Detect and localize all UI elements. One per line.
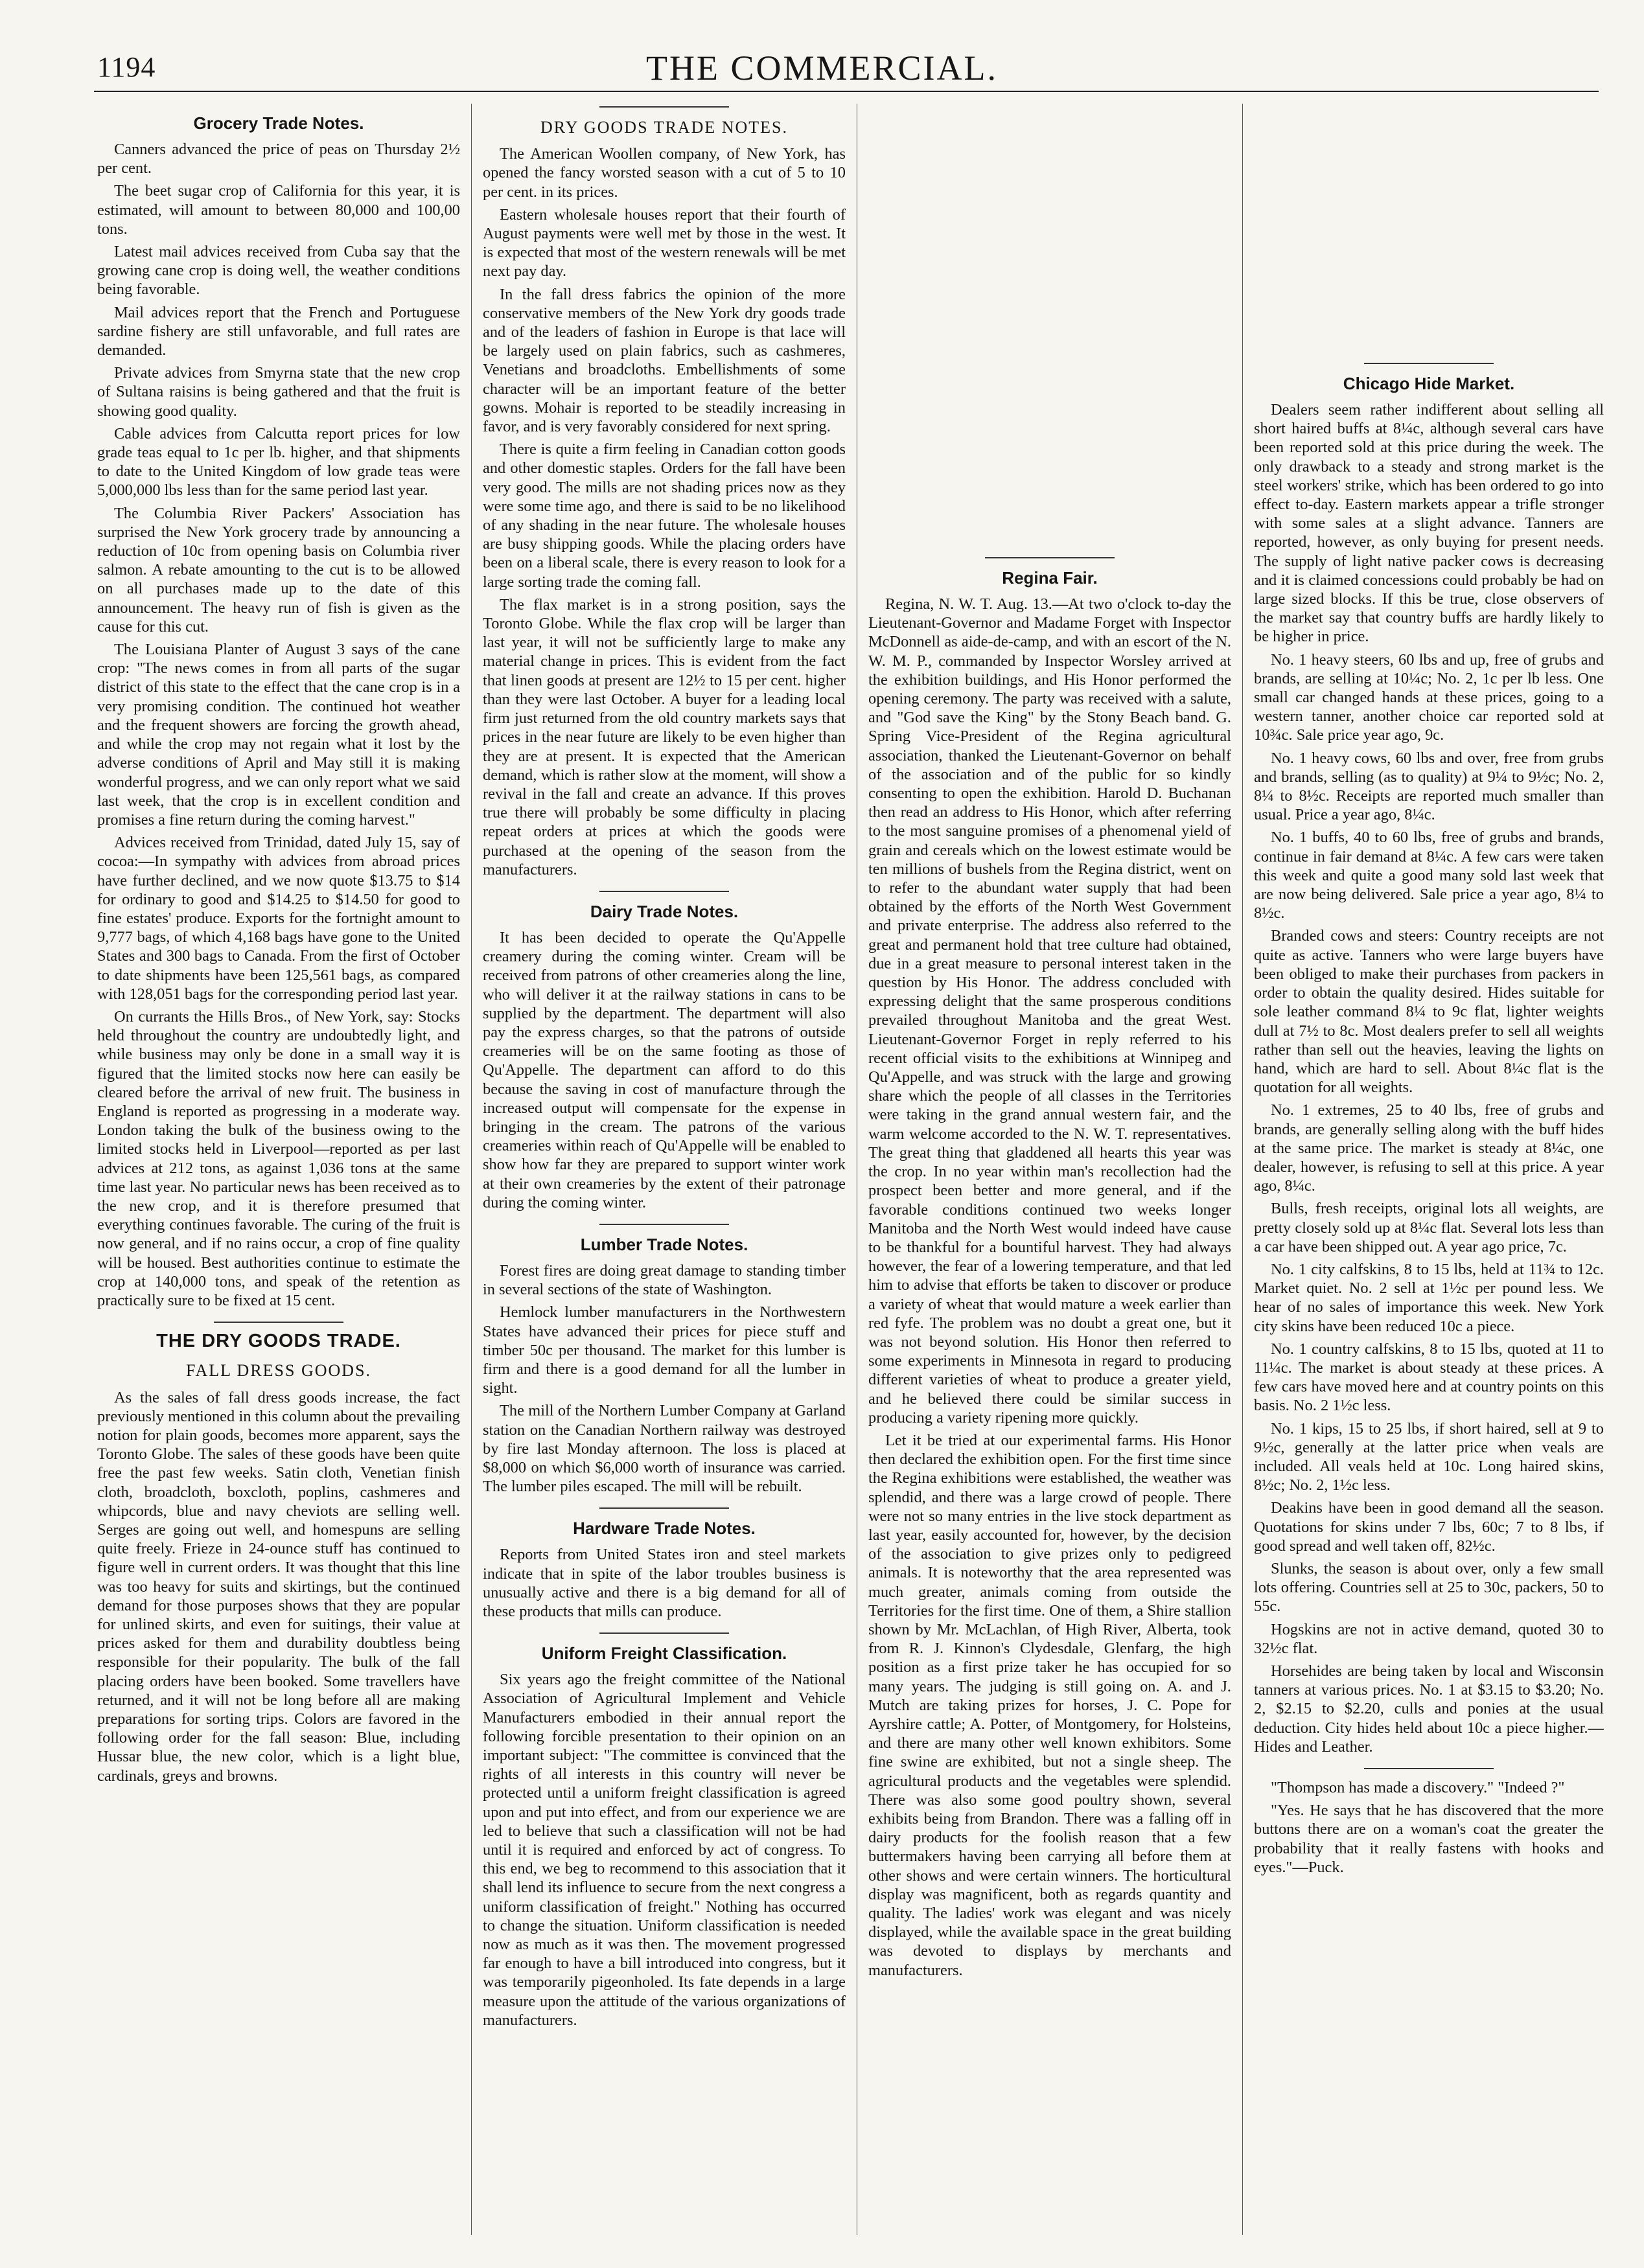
grocery-paragraph: Mail advices report that the French and Portuguese sardine fishery are still unfavorable, and full rates are demanded. — [97, 303, 460, 360]
hide-market-heading: Chicago Hide Market. — [1343, 374, 1515, 393]
hide-paragraph: Dealers seem rather indifferent about selling all short haired buffs at 8¼c, although several cars have been reported sold at this price during the week. The only drawback to a steady and strong market is the steel workers' strike, which has been ordered to go into effect to-day. Eastern markets appear a trifle stronger with some sales at a slight advance. Tanners are reported, however, as only buying for present needs. The supply of light native packer cows is decreasing and it is claimed concessions could probably be had on large sized blocks. If this be true, close observers of the market say that country buffs are hardly likely to be higher in price. — [1254, 401, 1604, 646]
dry-goods-notes-heading: DRY GOODS TRADE NOTES. — [540, 118, 789, 137]
dry-goods-notes-paragraph: The American Woollen company, of New York, has opened the fancy worsted season with a cut of 5 to 10 per cent. in its prices. — [483, 145, 846, 201]
grocery-paragraph: Latest mail advices received from Cuba say that the growing cane crop is doing well, the weather conditions being favorable. — [97, 243, 460, 299]
column-3 — [868, 104, 1231, 2235]
lumber-paragraph: Hemlock lumber manufacturers in the Northwestern States have advanced their prices for piece stuff and timber 50c per thousand. The market for this lumber is firm and there is a good demand for all the lumber in sight. — [483, 1303, 846, 1397]
hide-paragraph: Branded cows and steers: Country receipts are not quite as active. Tanners who were large buyers have been obliged to make their purchases from packers in order to obtain the quality desired. Hides suitable for sole leather command 8¼ to 9c flat, lighter weights dull at 7½ to 8c. Most dealers prefer to sell all weights rather than sell out the heavies, leaving the lights on hand, which are hard to sell. About 8¼c flat is the quotation for all weights. — [1254, 927, 1604, 1097]
section-separator — [1364, 1768, 1494, 1769]
hide-paragraph: No. 1 country calfskins, 8 to 15 lbs, quoted at 11 to 11¼c. The market is about steady at these prices. A few cars have moved here and at country points on this basis. No. 2 1½c less. — [1254, 1340, 1604, 1415]
freight-heading: Uniform Freight Classification. — [541, 1644, 787, 1664]
section-separator — [1364, 363, 1494, 364]
section-separator — [599, 1224, 729, 1225]
section-separator — [599, 1632, 729, 1634]
dry-goods-paragraph: As the sales of fall dress goods increase, the fact previously mentioned in this column about the prevailing notion for plain goods, becomes more apparent, says the Toronto Globe. The sales of these goods have been quite free the past few weeks. Satin cloth, Venetian finish cloth, broadcloth, boxcloth, poplins, cashmeres and whipcords, blue and navy cheviots are selling well. Serges are going out well, and homespuns are selling quite freely. Frieze in 24-ounce stuff has continued to figure well in current orders. It was thought that this line was too heavy for suits and skirtings, but the continued demand for those purposes shows that they are popular for unlined skirts, and even for suitings, their value at prices asked for them and durability doubtless being responsible for their popularity. The bulk of the fall placing orders have been booked. Some travellers have returned, and it will not be long before all are making preparations for sorting trips. Colors are favored in the following order for the fall season: Blue, including Hussar blue, the new color, which is a light blue, cardinals, greys and browns. — [97, 1388, 460, 1785]
section-separator — [985, 557, 1115, 558]
hardware-paragraph: Reports from United States iron and steel markets indicate that in spite of the labor troubles business is unusually active and there is a big demand for all of these products that mills can produce. — [483, 1546, 846, 1621]
dry-goods-notes-paragraph: In the fall dress fabrics the opinion of the more conservative members of the New York dry goods trade and of the leaders of fashion in Europe is that lace will be largely used on plain fabrics, such as cashmeres, Venetians and broadcloths. Embellishments of some character will be an important feature of the better gowns. Mohair is reported to be steadily increasing in favor, and is very favorably considered for next spring. — [483, 285, 846, 436]
column-rule — [1242, 104, 1243, 2235]
column-1 — [97, 104, 460, 2235]
grocery-paragraph: Canners advanced the price of peas on Thursday 2½ per cent. — [97, 141, 460, 178]
column-rule — [471, 104, 472, 2235]
grocery-paragraph: The beet sugar crop of California for this year, it is estimated, will amount to between 80,000 and 100,00 tons. — [97, 182, 460, 238]
hide-paragraph: No. 1 heavy cows, 60 lbs and over, free from grubs and brands, selling (as to quality) at 9¼ to 9½c; No. 2, 8¼ to 8½c. Receipts are reported much smaller than usual. Price a year ago, 8¼c. — [1254, 749, 1604, 824]
hide-paragraph: Deakins have been in good demand all the season. Quotations for skins under 7 lbs, 60c; 7 to 8 lbs, if good spread and well taken off, 82½c. — [1254, 1499, 1604, 1555]
grocery-heading: Grocery Trade Notes. — [193, 113, 364, 133]
grocery-paragraph: Advices received from Trinidad, dated July 15, say of cocoa:—In sympathy with advices from abroad prices have further declined, and we now quote $13.75 to $14 for ordinary to good and $14.25 to $14.50 for good to fine estates' produce. Exports for the fortnight amount to 9,777 bags, of which 4,168 bags have gone to the United States and 300 bags to Canada. From the first of October to date shipments have been 125,561 bags, as compared with 128,051 bags for the corresponding period last year. — [97, 834, 460, 1003]
fall-dress-goods-subheading: FALL DRESS GOODS. — [185, 1361, 372, 1380]
grocery-paragraph: The Columbia River Packers' Association has surprised the New York grocery trade by announcing a reduction of 10c from opening basis on Columbia river salmon. A rebate amounting to the cut is to be allowed on all purchases made up to the date of this announcement. The heavy run of fish is given as the cause for this cut. — [97, 504, 460, 636]
section-separator — [599, 1507, 729, 1509]
lumber-paragraph: The mill of the Northern Lumber Company at Garland station on the Canadian Northern railway was destroyed by fire last Monday afternoon. The loss is placed at $8,000 on which $6,000 worth of insurance was carried. The lumber piles escaped. The mill will be rebuilt. — [483, 1402, 846, 1496]
freight-paragraph: Six years ago the freight committee of the National Association of Agricultural Implement and Vehicle Manufacturers embodied in their annual report the following forcible presentation to their opinion on an important subject: "The committee is convinced that the rights of all interests in this country will never be protected until a uniform freight classification is agreed upon and put into effect, and from our experience we are led to believe that such a classification will not be had until it is required and enforced by act of congress. To this end, we beg to recommend to this association that it shall lend its influence to secure from the next congress a uniform classification of freight." Nothing has occurred to change the situation. Uniform classification is needed now as much as it was then. The movement progressed far enough to have a bill introduced into congress, but it was temporarily pigeonholed. Its fate depends in a large measure upon the attitude of the various organizations of manufacturers. — [483, 1671, 846, 2029]
regina-paragraph: Let it be tried at our experimental farms. His Honor then declared the exhibition open. For the first time since the Regina exhibitions were established, the weather was splendid, and there was a large crowd of people. There were not so many entries in the live stock department as last year, easily accounted for, however, by the decision of the association to give prizes only to pedigreed animals. It is noteworthy that the area represented was much greater, animals coming from outside the Territories for the first time. One of them, a Shire stallion shown by Mr. McLachlan, of High River, Alberta, took from R. J. Kinnon's Clydesdale, Glenfarg, the high position as a first prize taker he has occupied for so many years. The judging is still going on. A. and J. Mutch are taking prizes for horses, J. C. Pope for Ayrshire cattle; A. Potter, of Montgomery, for Holsteins, and there are many other well known exhibitors. Some fine swine are exhibited, but not a single sheep. The agricultural products and the vegetables were splendid. There was also some good poultry shown, several exhibits being from Brandon. There was a falling off in dairy products for the foolish reason that a few buttermakers having been carrying all before them at other shows and were certain winners. The horticultural display was magnificent, both as regards quantity and quality. The ladies' work was elegant and was nicely displayed, while the available space in the great building was devoted to displays by merchants and manufacturers. — [868, 1431, 1231, 1979]
regina-paragraph: Regina, N. W. T. Aug. 13.—At two o'clock to-day the Lieutenant-Governor and Madame Forget with Inspector McDonnell as aide-de-camp, and with an escort of the N. W. M. P., commanded by Inspector Worsley arrived at the exhibition buildings, and His Honor performed the opening ceremony. The party was received with a salute, and "God save the King" by the Stony Beach band. G. Spring Vice-President of the Regina agricultural association, thanked the Lieutenant-Governor on behalf of the association and of the public for so kindly consenting to open the exhibition. Harold D. Buchanan then read an address to His Honor, which after referring to the most sanguine promises of a phenomenal yield of grain and cereals which on the lowest estimate would be ten millions of bushels from the Regina district, went on to refer to the abundant water supply that had been obtained by the efforts of the North West Government and private enterprise. The address also referred to the great and permanent hold that tree culture had obtained, due in a great measure to personal interest taken in the question by His Honor. The address concluded with expressing delight that the same prosperous conditions prevailed throughout Manitoba and the great West. Lieutenant-Governor Forget in reply referred to his recent official visits to the exhibitions at Winnipeg and Qu'Appelle, and was struck with the large and growing share which the people of all classes in the Territories were taking in the grand annual western fair, and the warm welcome accorded to the N. W. T. representatives. The great thing that gladdened all hearts this year was the crop. In no year within man's recollection had the prospect been better and more general, and if the favorable conditions continued two weeks longer Manitoba and the North West would indeed have cause to be thankful for a bountiful harvest. They had always however, the fear of a lowering temperature, and that led him to advise that efforts be taken to discover or produce a variety of wheat that would mature a week earlier than red fyfe. The problem was no doubt a great one, but it was not beyond solution. His Honor then referred to some experiments in Minnesota in regard to producing different varieties of wheat to produce a greater yield, and he believed there could be similar success in producing a variety ripening more quickly. — [868, 595, 1231, 1426]
grocery-paragraph: Private advices from Smyrna state that the new crop of Sultana raisins is being gathered and that the fruit is showing good quality. — [97, 364, 460, 420]
hardware-heading: Hardware Trade Notes. — [573, 1518, 756, 1539]
hide-paragraph: Slunks, the season is about over, only a few small lots offering. Countries sell at 25 to 30c, packers, 50 to 55c. — [1254, 1559, 1604, 1616]
regina-heading: Regina Fair. — [1002, 568, 1098, 588]
header-rule — [94, 91, 1599, 92]
section-separator — [214, 1322, 343, 1323]
dry-goods-notes-paragraph: Eastern wholesale houses report that their fourth of August payments were well met by those in the west. It is expected that most of the western renewals will be met next pay day. — [483, 205, 846, 281]
joke-paragraph: "Thompson has made a discovery." "Indeed ?" — [1271, 1779, 1565, 1797]
masthead-title: THE COMMERCIAL. — [646, 49, 998, 87]
hide-paragraph: No. 1 extremes, 25 to 40 lbs, free of grubs and brands, are generally selling along with the buff hides at the same price. The market is steady at 8¼c, one dealer, however, is refusing to sell at this price. A year ago, 8¼c. — [1254, 1101, 1604, 1195]
grocery-paragraph: The Louisiana Planter of August 3 says of the cane crop: "The news comes in from all parts of the sugar district of this state to the effect that the cane crop is in a very promising condition. The continued hot weather and the frequent showers are forcing the growth ahead, and while the crop may not regain what it lost by the adverse conditions of April and May still it is making wonderful progress, and we can only report what we said last week, that the crop is in excellent condition and promises a fine return during the coming harvest." — [97, 641, 460, 829]
dry-goods-trade-heading: THE DRY GOODS TRADE. — [156, 1331, 401, 1352]
hide-paragraph: No. 1 kips, 15 to 25 lbs, if short haired, sell at 9 to 9½c, generally at the latter price when veals are included. All veals held at 10c. Long haired skins, 8½c; No. 2, 1½c less. — [1254, 1419, 1604, 1495]
lumber-paragraph: Forest fires are doing great damage to standing timber in several sections of the state of Washington. — [483, 1261, 846, 1299]
lumber-heading: Lumber Trade Notes. — [580, 1234, 748, 1254]
hide-paragraph: No. 1 buffs, 40 to 60 lbs, free of grubs and brands, continue in fair demand at 8¼c. A few cars were taken this week and quite a good many sold last week that are now being delivered. Sale price a year ago, 8¼ to 8½c. — [1254, 829, 1604, 922]
hide-paragraph: Horsehides are being taken by local and Wisconsin tanners at various prices. No. 1 at $3.15 to $3.20; No. 2, $2.15 to $2.20, culls and ponies at the usual deduction. City hides held about 10c a piece higher.—Hides and Leather. — [1254, 1662, 1604, 1756]
column-2 — [483, 104, 846, 2235]
hide-paragraph: No. 1 heavy steers, 60 lbs and up, free of grubs and brands, are selling at 10¼c; No. 2, 1c per lb less. One small car changed hands at these prices, going to a western tanner, another choice car reported sold at 10¾c. Sale price year ago, 9c. — [1254, 650, 1604, 744]
joke-paragraph: "Yes. He says that he has discovered that the more buttons there are on a woman's coat the greater the probability that it really fastens with hooks and eyes."—Puck. — [1254, 1802, 1604, 1876]
hide-paragraph: No. 1 city calfskins, 8 to 15 lbs, held at 11¾ to 12c. Market quiet. No. 2 sell at 1½c per pound less. We hear of no sales of importance this week. New York city skins have been reduced 10c a piece. — [1254, 1260, 1604, 1335]
dairy-paragraph: It has been decided to operate the Qu'Appelle creamery during the coming winter. Cream will be received from patrons of other creameries along the line, who will deliver it at the railway stations in cans to be supplied by the department. The department will also pay the express charges, so that the patrons of outside creameries will be on the same footing as those of Qu'Appelle. The department can afford to do this because the saving in cost of manufacture through the increased output will compensate for the expense in bringing in the cream. The patrons of the various creameries within reach of Qu'Appelle will be enabled to show how far they are prepared to support winter work at their own creameries by the extent of their patronage during the coming winter. — [483, 928, 846, 1211]
column-4 — [1254, 104, 1604, 2235]
page-number: 1194 — [97, 51, 156, 83]
hide-paragraph: Bulls, fresh receipts, original lots all weights, are pretty closely sold up at 8¼c flat. Several lots less than a car have been shipped out. A year ago price, 7c. — [1254, 1200, 1604, 1255]
dry-goods-notes-paragraph: There is quite a firm feeling in Canadian cotton goods and other domestic staples. Orders for the fall have been very good. The mills are not shading prices now as they were some time ago, and there is said to be no likelihood of any shading in the near future. The wholesale houses are busy shipping goods. While the placing orders have been on a liberal scale, there is every reason to look for a large sorting trade the coming fall. — [483, 441, 846, 591]
grocery-paragraph: Cable advices from Calcutta report prices for low grade teas equal to 1c per lb. higher, and that shipments to date to the United Kingdom of low grade teas were 5,000,000 lbs less than for the same period last year. — [97, 424, 460, 499]
dairy-heading: Dairy Trade Notes. — [590, 901, 739, 921]
grocery-paragraph: On currants the Hills Bros., of New York, say: Stocks held throughout the country are undoubtedly light, and while business may only be done in a small way it is figured that the limited stocks now here can easily be cleared before the arrival of new fruit. The business in England is reported as progressing in a moderate way. London taking the bulk of the business owing to the limited stocks held in Liverpool—reported as per last advices at 212 tons, as against 1,036 tons at the same time last year. No particular news has been received as to the new crop, and it is therefore presumed that everything continues favorable. The curing of the fruit is now general, and if no rains occur, a crop of fine quality will be housed. Best authorities continue to estimate the crop at 140,000 tons, and speak of the retention as practically sure to be fixed at 15 cent. — [97, 1007, 460, 1309]
dry-goods-notes-paragraph: The flax market is in a strong position, says the Toronto Globe. While the flax crop will be larger than last year, it will not be sufficiently large to make any material change in prices. This is evident from the fact that linen goods at present are 12½ to 15 per cent. higher than they were last October. A buyer for a leading local firm just returned from the old country markets says that prices in the near future are likely to be even higher than they are at present. It is expected that the American demand, which is rather slow at the moment, will show a revival in the fall and create an advance. If this proves true there will probably be some difficulty in placing repeat orders at prices at which the goods were purchased at the opening of the season from the manufacturers. — [483, 595, 846, 878]
section-separator — [599, 891, 729, 892]
section-separator — [599, 106, 729, 108]
hide-paragraph: Hogskins are not in active demand, quoted 30 to 32½c flat. — [1254, 1620, 1604, 1657]
